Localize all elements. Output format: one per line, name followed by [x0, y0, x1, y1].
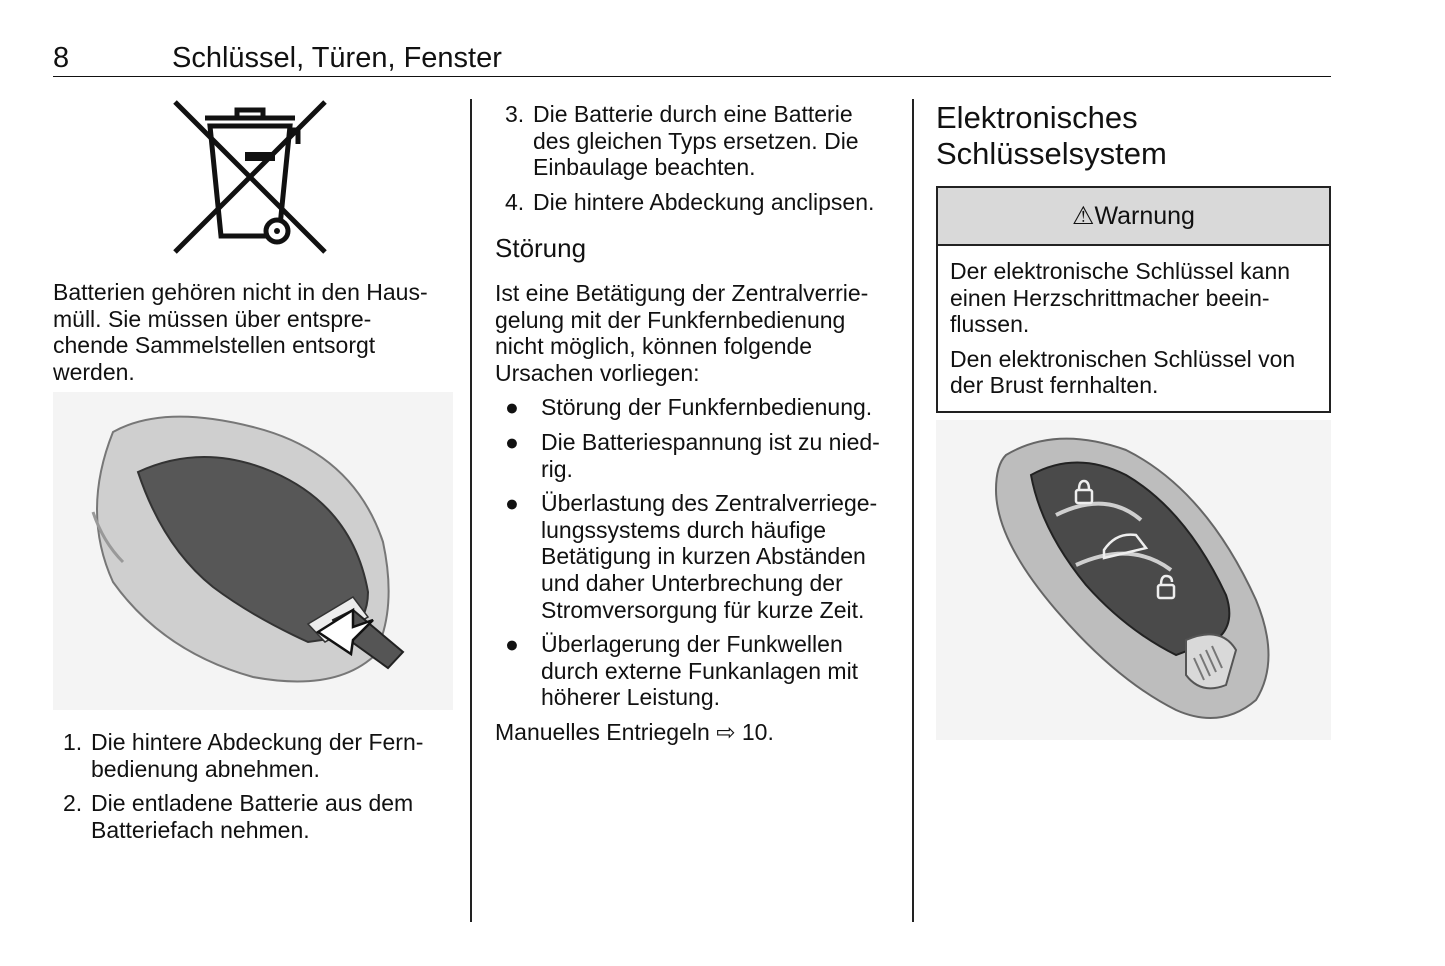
- column-divider-2: [912, 99, 914, 922]
- text-line: bedienung abnehmen.: [91, 755, 320, 782]
- list-item: [53, 790, 453, 843]
- text-line: Störung der Funkfernbedienung.: [541, 394, 873, 421]
- text-line: höherer Leistung.: [541, 684, 721, 711]
- text-line: der Brust fernhalten.: [950, 372, 1159, 399]
- crossref-page: 10.: [741, 718, 774, 745]
- text-line: Der elektronische Schlüssel kann: [950, 258, 1291, 284]
- bullet-item: [495, 631, 900, 711]
- text-line: Batteriefach nehmen.: [91, 816, 310, 843]
- text-line: müll. Sie müssen über entspre-: [53, 305, 372, 332]
- arrow-right-icon: ⇨: [716, 718, 736, 745]
- text-line: Die Batterie durch eine Batterie: [533, 101, 853, 127]
- warning-box: [936, 186, 1331, 413]
- key-battery-cover-illustration: [53, 392, 453, 710]
- text-line: lungssystems durch häufige: [541, 516, 827, 543]
- text-line: einen Herzschrittmacher beein-: [950, 284, 1270, 311]
- text-line: Den elektronischen Schlüssel von: [950, 345, 1296, 372]
- text-line: chende Sammelstellen entsorgt: [53, 332, 376, 359]
- text-line: und daher Unterbrechung der: [541, 569, 843, 596]
- section-heading-stoerung: Störung: [495, 233, 587, 264]
- text-line: Ursachen vorliegen:: [495, 359, 700, 386]
- list-item: [495, 189, 900, 216]
- warning-body: [938, 246, 1329, 411]
- page-number: 8: [53, 42, 70, 74]
- warning-triangle-icon: ⚠: [1072, 201, 1095, 230]
- text-line: Betätigung in kurzen Abständen: [541, 543, 866, 570]
- electronic-key-illustration: [936, 420, 1331, 740]
- text-line: Die entladene Batterie aus dem: [91, 790, 414, 817]
- text-line: Überlagerung der Funkwellen: [541, 631, 843, 658]
- text-line: Überlastung des Zentralverriege-: [541, 490, 878, 517]
- bullet-item: [495, 429, 900, 482]
- bullet-item: [495, 394, 900, 421]
- bullet-icon: ●: [505, 490, 519, 517]
- column-divider-1: [470, 99, 472, 922]
- column-2: [495, 101, 900, 745]
- step-number: 3.: [505, 101, 525, 127]
- list-item: [53, 729, 453, 782]
- text-line: flussen.: [950, 311, 1030, 338]
- warning-paragraph: [950, 346, 1317, 399]
- section-heading-schluesselsystem: [936, 100, 1331, 172]
- crossed-out-bin-icon: [165, 96, 335, 256]
- intro-paragraph: [495, 280, 900, 386]
- column-3: [936, 100, 1331, 413]
- bullet-item: [495, 490, 900, 623]
- text-line: Die hintere Abdeckung anclipsen.: [533, 188, 875, 215]
- battery-disposal-note: [53, 279, 453, 385]
- warning-header: [938, 188, 1329, 246]
- text-line: nicht möglich, können folgende: [495, 333, 813, 360]
- text-line: Elektronisches: [936, 100, 1138, 135]
- text-line: Die Batteriespannung ist zu nied-: [541, 428, 880, 455]
- list-item: [495, 101, 900, 181]
- text-line: Ist eine Betätigung der Zentralverrie-: [495, 279, 869, 306]
- warning-paragraph: [950, 258, 1317, 338]
- crossref-text: Manuelles Entriegeln: [495, 718, 710, 745]
- cross-reference[interactable]: [495, 719, 900, 746]
- bullet-icon: ●: [505, 428, 519, 455]
- text-line: Die hintere Abdeckung der Fern-: [91, 729, 424, 755]
- bullet-icon: ●: [505, 394, 519, 421]
- text-line: des gleichen Typs ersetzen. Die: [533, 127, 859, 154]
- step-number: 1.: [63, 729, 83, 755]
- text-line: Stromversorgung für kurze Zeit.: [541, 596, 865, 623]
- page-header: [53, 40, 1331, 77]
- text-line: Schlüsselsystem: [936, 136, 1167, 171]
- warning-title: Warnung: [1094, 201, 1195, 230]
- steps-list-1: [53, 729, 453, 851]
- text-line: gelung mit der Funkfernbedienung: [495, 306, 846, 333]
- text-line: werden.: [53, 358, 135, 385]
- step-number: 2.: [63, 790, 83, 817]
- bullet-icon: ●: [505, 631, 519, 658]
- text-line: Batterien gehören nicht in den Haus-: [53, 279, 428, 305]
- text-line: durch externe Funkanlagen mit: [541, 657, 859, 684]
- text-line: Einbaulage beachten.: [533, 154, 756, 181]
- step-number: 4.: [505, 188, 525, 215]
- text-line: rig.: [541, 455, 573, 482]
- chapter-title: Schlüssel, Türen, Fenster: [172, 42, 502, 74]
